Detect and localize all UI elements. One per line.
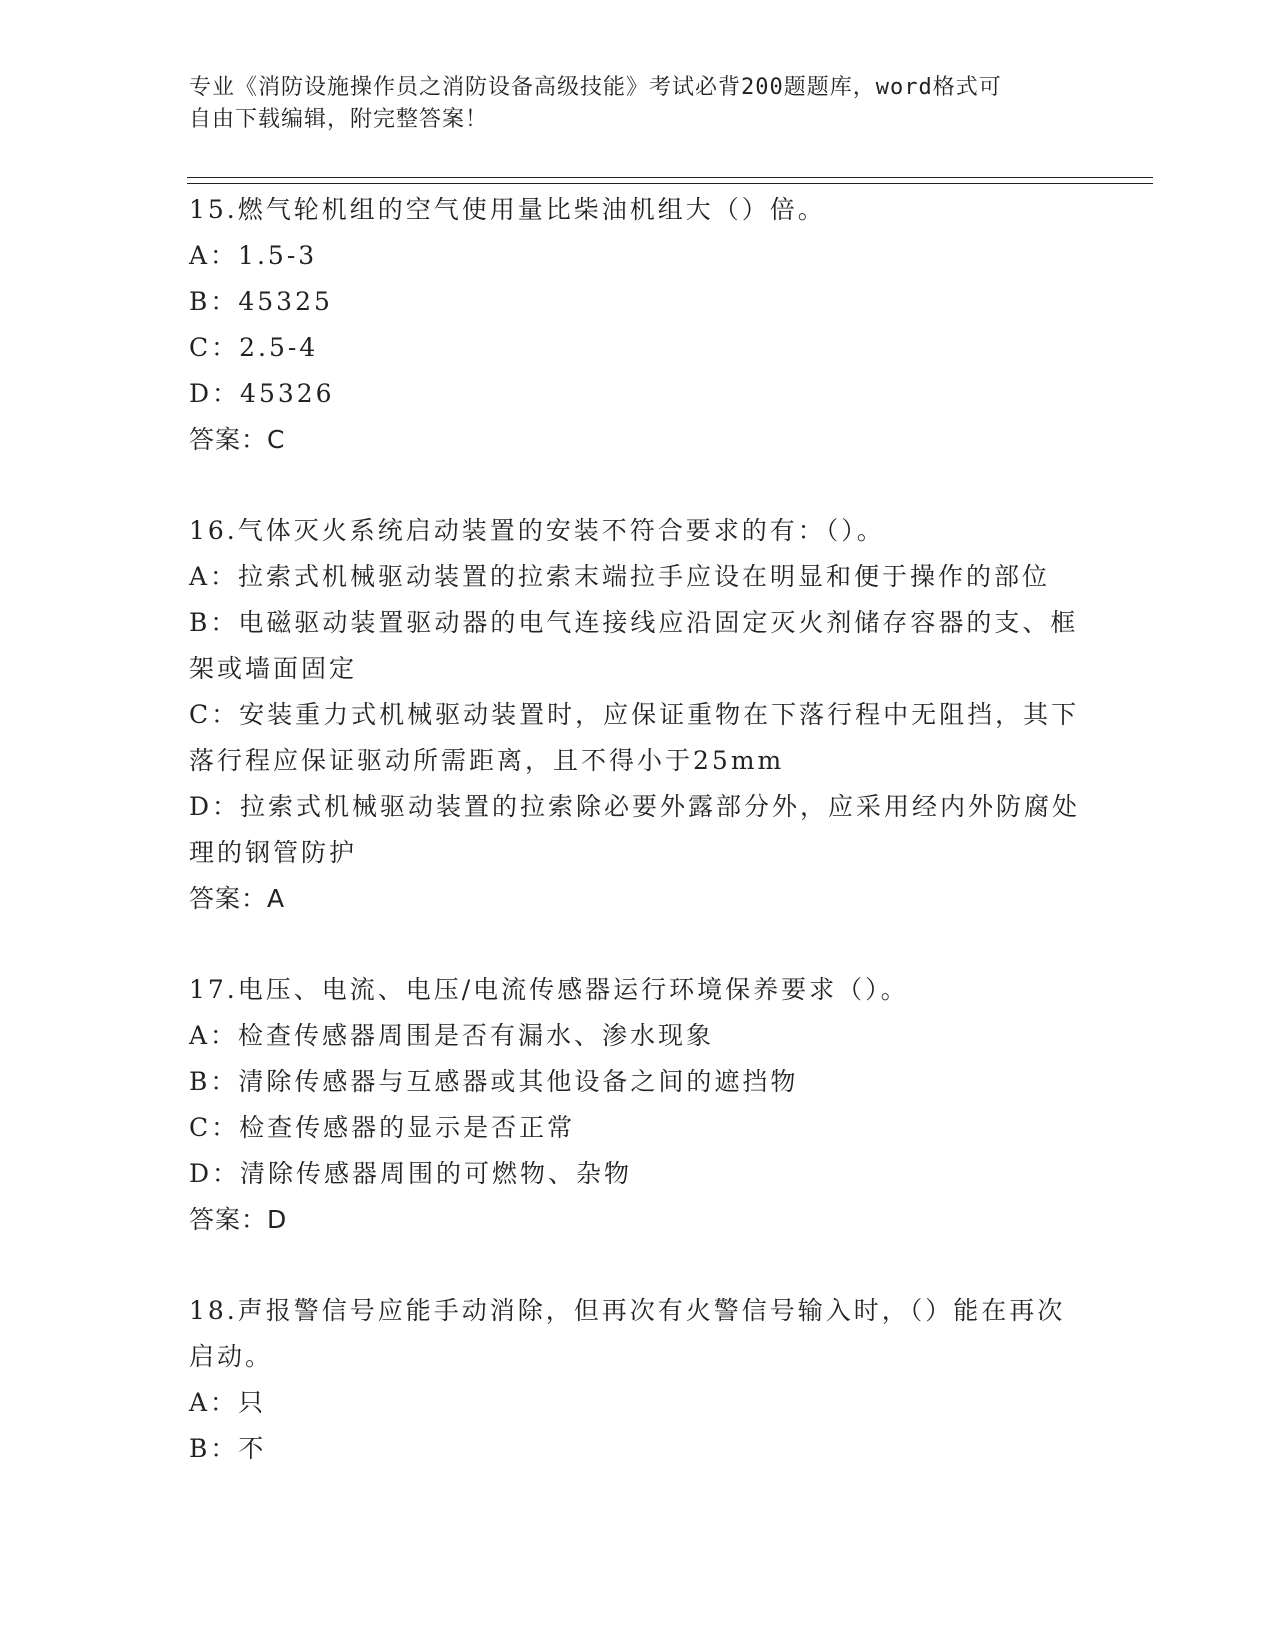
answer-label: 答案：C <box>189 425 286 454</box>
document-header <box>189 72 1069 136</box>
question-18 <box>189 1288 1089 1472</box>
question-16 <box>189 508 1089 922</box>
option-a: A：拉索式机械驱动装置的拉索末端拉手应设在明显和便于操作的部位 <box>189 562 1051 591</box>
option-a: A：只 <box>189 1388 267 1417</box>
question-list <box>189 187 1089 1472</box>
header-divider-top <box>187 177 1153 178</box>
option-b: B：清除传感器与互感器或其他设备之间的遮挡物 <box>189 1067 799 1096</box>
option-d: D：清除传感器周围的可燃物、杂物 <box>189 1159 633 1188</box>
question-15 <box>189 187 1089 463</box>
option-c: C：2.5-4 <box>189 333 319 362</box>
question-stem: 16.气体灭火系统启动装置的安装不符合要求的有：（）。 <box>189 516 885 545</box>
option-b: B：45325 <box>189 287 333 316</box>
option-c: C：安装重力式机械驱动装置时，应保证重物在下落行程中无阻挡，其下落行程应保证驱动所需距离，且不得小于25mm <box>189 700 1080 775</box>
option-d: D：45326 <box>189 379 335 408</box>
header-line-2: 自由下载编辑，附完整答案！ <box>189 107 489 132</box>
answer-label: 答案：A <box>189 884 286 913</box>
option-b: B：电磁驱动装置驱动器的电气连接线应沿固定灭火剂储存容器的支、框架或墙面固定 <box>189 608 1079 683</box>
answer-label: 答案：D <box>189 1205 288 1234</box>
option-a: A：1.5-3 <box>189 241 318 270</box>
option-a: A：检查传感器周围是否有漏水、渗水现象 <box>189 1021 715 1050</box>
option-c: C：检查传感器的显示是否正常 <box>189 1113 576 1142</box>
option-b: B：不 <box>189 1434 267 1463</box>
option-d: D：拉索式机械驱动装置的拉索除必要外露部分外，应采用经内外防腐处理的钢管防护 <box>189 792 1081 867</box>
question-stem: 18.声报警信号应能手动消除，但再次有火警信号输入时，（）能在再次启动。 <box>189 1296 1066 1371</box>
question-stem: 17.电压、电流、电压/电流传感器运行环境保养要求（）。 <box>189 975 909 1004</box>
question-stem: 15.燃气轮机组的空气使用量比柴油机组大（）倍。 <box>189 195 826 224</box>
header-line-1: 专业《消防设施操作员之消防设备高级技能》考试必背200题题库，word格式可 <box>189 75 1002 100</box>
question-17 <box>189 967 1089 1243</box>
header-divider-bottom <box>187 183 1153 184</box>
